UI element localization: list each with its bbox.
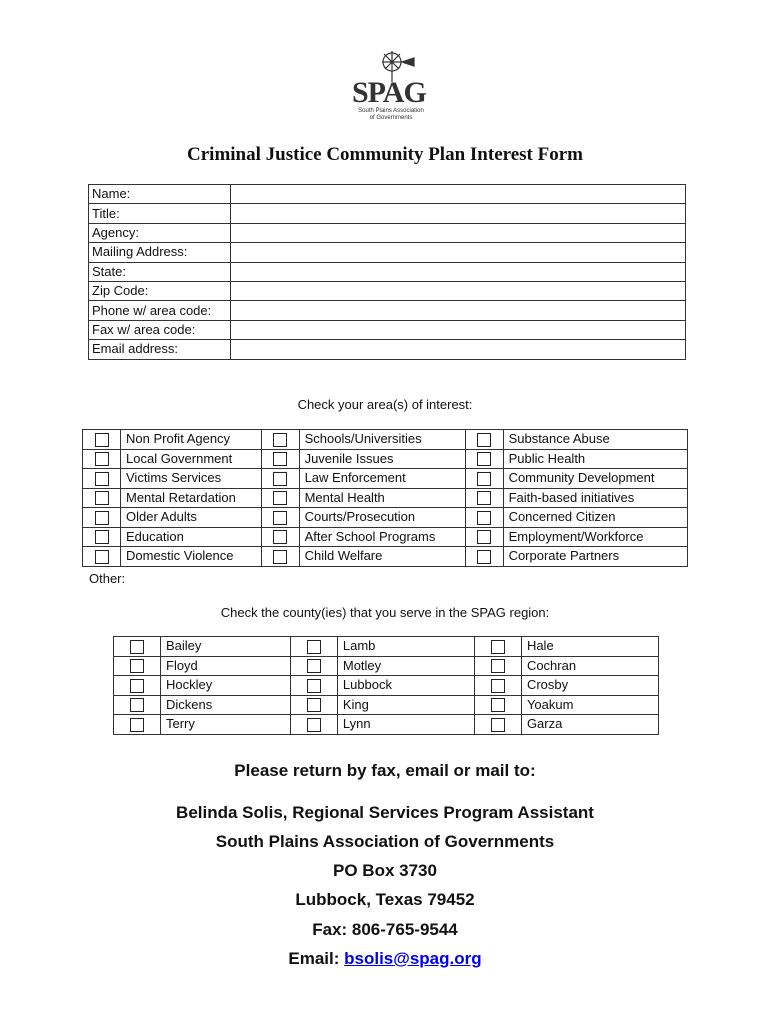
county-checkbox[interactable] — [130, 718, 144, 732]
interest-label: Juvenile Issues — [299, 449, 465, 469]
interest-checkbox-cell — [83, 547, 121, 567]
interest-label: Education — [121, 527, 262, 547]
county-row — [114, 715, 659, 735]
interest-checkbox[interactable] — [477, 472, 491, 486]
county-checkbox-cell — [290, 695, 337, 715]
contact-field-input[interactable] — [231, 320, 686, 339]
interest-checkbox-cell — [465, 430, 503, 450]
interest-checkbox-cell — [261, 508, 299, 528]
interest-checkbox-cell — [465, 547, 503, 567]
county-checkbox-cell — [114, 656, 161, 676]
contact-field-label: Name: — [89, 185, 231, 204]
logo-subtitle: South Plains Association of Governments — [358, 108, 424, 121]
interest-label: Domestic Violence — [121, 547, 262, 567]
interest-label: After School Programs — [299, 527, 465, 547]
interest-checkbox-cell — [261, 449, 299, 469]
interest-label: Employment/Workforce — [503, 527, 687, 547]
contact-row — [89, 262, 686, 281]
interest-label: Local Government — [121, 449, 262, 469]
county-label: Cochran — [521, 656, 658, 676]
interest-label: Law Enforcement — [299, 469, 465, 489]
contact-field-label: Fax w/ area code: — [89, 320, 231, 339]
interest-checkbox-cell — [83, 527, 121, 547]
interest-checkbox-cell — [465, 527, 503, 547]
interest-checkbox-cell — [261, 488, 299, 508]
county-checkbox-cell — [474, 656, 521, 676]
other-label: Other: — [89, 571, 126, 586]
interest-checkbox-cell — [261, 469, 299, 489]
county-row — [114, 656, 659, 676]
county-checkbox[interactable] — [307, 679, 321, 693]
interest-prompt: Check your area(s) of interest: — [297, 397, 473, 412]
contact-field-input[interactable] — [231, 340, 686, 359]
county-table — [113, 636, 659, 735]
interest-checkbox[interactable] — [273, 452, 287, 466]
city-state-zip: Lubbock, Texas 79452 — [295, 890, 475, 909]
form-title: Criminal Justice Community Plan Interest Form — [187, 144, 583, 165]
interest-checkbox-cell — [261, 430, 299, 450]
contact-field-input[interactable] — [231, 281, 686, 300]
county-label: Motley — [337, 656, 474, 676]
contact-row — [89, 185, 686, 204]
county-label: King — [337, 695, 474, 715]
county-row — [114, 637, 659, 657]
interest-checkbox[interactable] — [273, 491, 287, 505]
interest-checkbox[interactable] — [95, 491, 109, 505]
contact-person: Belinda Solis, Regional Services Program Assistant — [176, 803, 594, 822]
contact-field-input[interactable] — [231, 204, 686, 223]
interest-label: Schools/Universities — [299, 430, 465, 450]
county-label: Terry — [161, 715, 291, 735]
county-checkbox[interactable] — [307, 698, 321, 712]
interest-checkbox-cell — [465, 449, 503, 469]
contact-field-label: Phone w/ area code: — [89, 301, 231, 320]
county-checkbox-cell — [474, 695, 521, 715]
county-checkbox-cell — [290, 676, 337, 696]
county-checkbox-cell — [474, 676, 521, 696]
interest-checkbox[interactable] — [273, 530, 287, 544]
contact-field-label: Zip Code: — [89, 281, 231, 300]
interest-checkbox-cell — [261, 527, 299, 547]
county-label: Bailey — [161, 637, 291, 657]
spag-logo — [344, 48, 434, 128]
county-checkbox[interactable] — [491, 718, 505, 732]
interest-checkbox-cell — [465, 488, 503, 508]
county-label: Hale — [521, 637, 658, 657]
interest-row — [83, 508, 688, 528]
county-checkbox[interactable] — [307, 659, 321, 673]
interest-label: Corporate Partners — [503, 547, 687, 567]
county-label: Yoakum — [521, 695, 658, 715]
interest-checkbox[interactable] — [95, 433, 109, 447]
contact-field-label: Email address: — [89, 340, 231, 359]
contact-row — [89, 223, 686, 242]
county-checkbox-cell — [114, 695, 161, 715]
interest-checkbox-cell — [83, 488, 121, 508]
interest-label: Child Welfare — [299, 547, 465, 567]
interest-checkbox[interactable] — [273, 472, 287, 486]
contact-field-input[interactable] — [231, 301, 686, 320]
county-checkbox[interactable] — [491, 679, 505, 693]
interest-label: Older Adults — [121, 508, 262, 528]
interest-label: Mental Retardation — [121, 488, 262, 508]
fax-number: Fax: 806-765-9544 — [312, 920, 458, 939]
county-checkbox[interactable] — [491, 640, 505, 654]
organization-name: South Plains Association of Governments — [215, 832, 555, 851]
contact-row — [89, 301, 686, 320]
contact-row — [89, 340, 686, 359]
interest-label: Substance Abuse — [503, 430, 687, 450]
county-checkbox-cell — [290, 656, 337, 676]
interest-checkbox[interactable] — [95, 472, 109, 486]
county-row — [114, 676, 659, 696]
interest-checkbox[interactable] — [477, 452, 491, 466]
email-link[interactable]: bsolis@spag.org — [344, 949, 482, 968]
county-label: Crosby — [521, 676, 658, 696]
county-checkbox-cell — [290, 637, 337, 657]
interest-checkbox[interactable] — [95, 550, 109, 564]
contact-field-label: Mailing Address: — [89, 243, 231, 262]
county-prompt: Check the county(ies) that you serve in the SPAG region: — [220, 605, 550, 620]
interest-checkbox-cell — [83, 449, 121, 469]
interest-label: Faith-based initiatives — [503, 488, 687, 508]
county-row — [114, 695, 659, 715]
interest-label: Courts/Prosecution — [299, 508, 465, 528]
interest-checkbox[interactable] — [477, 530, 491, 544]
county-label: Floyd — [161, 656, 291, 676]
county-checkbox-cell — [474, 715, 521, 735]
interest-table — [82, 429, 688, 567]
interest-label: Public Health — [503, 449, 687, 469]
return-heading: Please return by fax, email or mail to: — [234, 761, 536, 780]
contact-row — [89, 320, 686, 339]
interest-checkbox[interactable] — [477, 550, 491, 564]
county-checkbox[interactable] — [130, 698, 144, 712]
interest-checkbox[interactable] — [95, 511, 109, 525]
county-label: Dickens — [161, 695, 291, 715]
contact-field-input[interactable] — [231, 185, 686, 204]
county-checkbox[interactable] — [130, 640, 144, 654]
interest-checkbox[interactable] — [273, 550, 287, 564]
interest-row — [83, 547, 688, 567]
contact-field-input[interactable] — [231, 243, 686, 262]
contact-field-label: Title: — [89, 204, 231, 223]
county-label: Lamb — [337, 637, 474, 657]
county-checkbox[interactable] — [491, 698, 505, 712]
contact-field-input[interactable] — [231, 223, 686, 242]
interest-checkbox[interactable] — [477, 511, 491, 525]
interest-checkbox[interactable] — [477, 491, 491, 505]
county-label: Hockley — [161, 676, 291, 696]
interest-row — [83, 449, 688, 469]
county-checkbox-cell — [474, 637, 521, 657]
county-checkbox-cell — [114, 637, 161, 657]
interest-checkbox-cell — [261, 547, 299, 567]
contact-row — [89, 281, 686, 300]
interest-checkbox[interactable] — [95, 530, 109, 544]
county-label: Lynn — [337, 715, 474, 735]
email-label: Email: — [288, 949, 345, 968]
county-checkbox[interactable] — [130, 679, 144, 693]
interest-row — [83, 469, 688, 489]
logo-text: SPAG — [352, 76, 426, 109]
county-checkbox[interactable] — [491, 659, 505, 673]
interest-row — [83, 527, 688, 547]
contact-info-table — [88, 184, 686, 360]
county-checkbox-cell — [114, 715, 161, 735]
interest-label: Non Profit Agency — [121, 430, 262, 450]
interest-label: Concerned Citizen — [503, 508, 687, 528]
county-checkbox[interactable] — [307, 718, 321, 732]
interest-checkbox-cell — [83, 430, 121, 450]
contact-row — [89, 243, 686, 262]
interest-checkbox-cell — [83, 469, 121, 489]
contact-row — [89, 204, 686, 223]
interest-label: Community Development — [503, 469, 687, 489]
county-label: Garza — [521, 715, 658, 735]
county-checkbox[interactable] — [307, 640, 321, 654]
county-checkbox[interactable] — [130, 659, 144, 673]
interest-row — [83, 430, 688, 450]
county-checkbox-cell — [114, 676, 161, 696]
contact-field-input[interactable] — [231, 262, 686, 281]
interest-label: Mental Health — [299, 488, 465, 508]
email-line — [0, 949, 770, 969]
interest-label: Victims Services — [121, 469, 262, 489]
contact-field-label: Agency: — [89, 223, 231, 242]
county-checkbox-cell — [290, 715, 337, 735]
interest-checkbox-cell — [83, 508, 121, 528]
contact-field-label: State: — [89, 262, 231, 281]
interest-checkbox[interactable] — [95, 452, 109, 466]
po-box: PO Box 3730 — [333, 861, 437, 880]
interest-checkbox[interactable] — [477, 433, 491, 447]
interest-checkbox-cell — [465, 469, 503, 489]
interest-checkbox[interactable] — [273, 433, 287, 447]
county-label: Lubbock — [337, 676, 474, 696]
interest-checkbox[interactable] — [273, 511, 287, 525]
interest-row — [83, 488, 688, 508]
interest-checkbox-cell — [465, 508, 503, 528]
